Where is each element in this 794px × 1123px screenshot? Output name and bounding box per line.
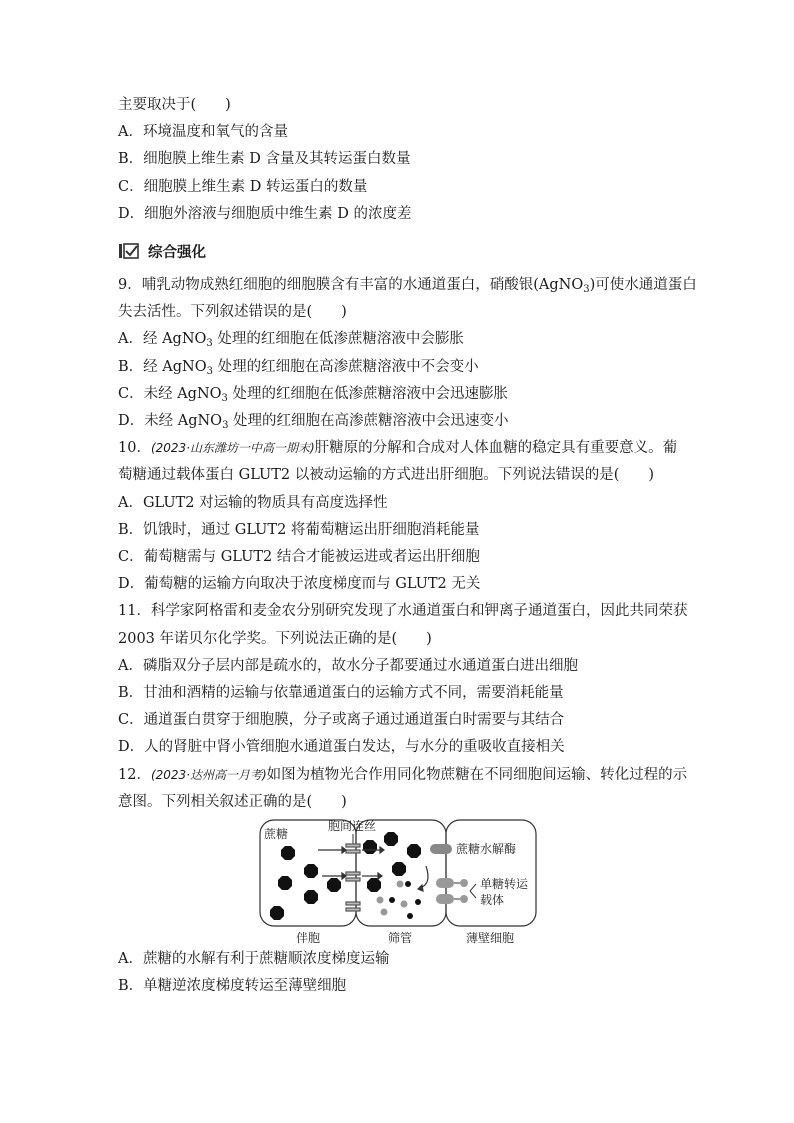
q10-option-c: C．葡萄糖需与 GLUT2 结合才能被运进或者运出肝细胞 [118, 549, 480, 566]
label-invertase: 蔗糖水解酶 [456, 842, 517, 857]
monosaccharides [377, 881, 422, 920]
q9-option-c-part2: 处理的红细胞在低渗蔗糖溶液中会迅速膨胀 [227, 385, 509, 402]
q9-stem-part1: 9．哺乳动物成熟红细胞的细胞膜含有丰富的水通道蛋白，硝酸银(AgNO [118, 277, 584, 294]
label-companion-cell: 伴胞 [296, 931, 321, 946]
q9-option-d [118, 408, 678, 435]
q11-option-a: A．磷脂双分子层内部是疏水的，故水分子都要通过水通道蛋白进出细胞 [118, 657, 578, 674]
exam-page [118, 92, 697, 1000]
q9-option-b [118, 354, 678, 381]
q9-option-c-part1: C．未经 AgNO [118, 385, 222, 402]
q10-stem-text: 肝糖原的分解和合成对人体血糖的稳定具有重要意义。葡 [314, 440, 678, 457]
q12-stem-line2: 意图。下列相关叙述正确的是( ) [118, 793, 347, 810]
q9-option-a-sub: 3 [206, 338, 213, 350]
q8-tail: 主要取决于( ) [118, 97, 231, 113]
q8-option-c: C．细胞膜上维生素 D 转运蛋白的数量 [118, 178, 368, 195]
q9-option-b-sub: 3 [206, 365, 213, 377]
q9-option-a-part1: A．经 AgNO [118, 331, 207, 348]
q9-option-d-part1: D．未经 AgNO [118, 413, 223, 430]
q10-option-b: B．饥饿时，通过 GLUT2 将葡萄糖运出肝细胞消耗能量 [118, 521, 480, 538]
q12-stem-line1 [118, 762, 688, 789]
sucrose-transport-figure [118, 816, 678, 946]
invertase-enzyme [430, 844, 452, 854]
monosaccharide-transporters [436, 878, 476, 904]
label-transporter-line2: 载体 [480, 893, 505, 908]
q11-stem-line2: 2003 年诺贝尔化学奖。下列说法正确的是( ) [118, 630, 432, 647]
q12-source: (2023·达州高一月考) [150, 767, 267, 782]
q12-number: 12． [118, 766, 151, 783]
q11-option-c: C．通道蛋白贯穿于细胞膜，分子或离子通过通道蛋白时需要与其结合 [118, 712, 565, 729]
q10-stem-line2: 萄糖通过载体蛋白 GLUT2 以被动运输的方式进出肝细胞。下列说法错误的是( ) [118, 467, 655, 484]
q11-option-b: B．甘油和酒精的运输与依靠通道蛋白的运输方式不同，需要消耗能量 [118, 685, 564, 702]
q9-option-d-sub: 3 [222, 420, 229, 432]
q10-stem-line1 [118, 435, 678, 462]
q10-option-d: D．葡萄糖的运输方向取决于浓度梯度而与 GLUT2 无关 [118, 576, 481, 593]
q9-stem-part2: )可使水通道蛋白 [589, 277, 697, 294]
q9-option-d-part2: 处理的红细胞在高渗蔗糖溶液中会迅速变小 [228, 413, 509, 430]
q8-option-a: A．环境温度和氧气的含量 [118, 124, 288, 141]
q12-stem-text: 如图为植物光合作用同化物蔗糖在不同细胞间运输、转化过程的示 [266, 766, 688, 783]
q9-option-a [118, 326, 678, 353]
q9-stem-line1 [118, 272, 697, 299]
q11-stem-line1: 11．科学家阿格雷和麦金农分别研究发现了水通道蛋白和钾离子通道蛋白，因此共同荣获 [118, 603, 688, 620]
q9-option-b-part1: B．经 AgNO [118, 358, 207, 375]
q12-option-a: A．蔗糖的水解有利于蔗糖顺浓度梯度运输 [118, 951, 390, 968]
q9-stem-subscript: 3 [583, 284, 590, 296]
parenchyma-cell [446, 820, 536, 926]
q12-option-b: B．单糖逆浓度梯度转运至薄壁细胞 [118, 978, 347, 995]
label-plasmodesmata: 胞间连丝 [328, 819, 377, 834]
q8-option-b: B．细胞膜上维生素 D 含量及其转运蛋白数量 [118, 151, 411, 168]
label-transporter-line1: 单糖转运 [480, 877, 529, 892]
q9-stem-line2: 失去活性。下列叙述错误的是( ) [118, 304, 347, 321]
q9-option-a-part2: 处理的红细胞在低渗蔗糖溶液中会膨胀 [212, 331, 464, 348]
q9-option-c-sub: 3 [221, 392, 228, 404]
q10-option-a: A．GLUT2 对运输的物质具有高度选择性 [118, 494, 388, 511]
section-header [118, 236, 678, 266]
label-sucrose: 蔗糖 [264, 827, 289, 842]
sucrose-transport-diagram [256, 816, 542, 946]
section-title: 综合强化 [148, 244, 206, 261]
q10-source: (2023·山东潍坊一中高一期末) [150, 441, 315, 456]
checklist-icon [118, 243, 140, 259]
q11-option-d: D．人的肾脏中肾小管细胞水通道蛋白发达，与水分的重吸收直接相关 [118, 739, 565, 756]
q9-option-b-part2: 处理的红细胞在高渗蔗糖溶液中不会变小 [212, 358, 479, 375]
q10-number: 10． [118, 440, 151, 457]
plasmodesmata [346, 834, 360, 911]
q8-option-d: D．细胞外溶液与细胞质中维生素 D 的浓度差 [118, 205, 412, 222]
label-sieve-tube: 筛管 [388, 931, 413, 946]
label-parenchyma: 薄壁细胞 [466, 931, 515, 946]
q9-option-c [118, 381, 678, 408]
